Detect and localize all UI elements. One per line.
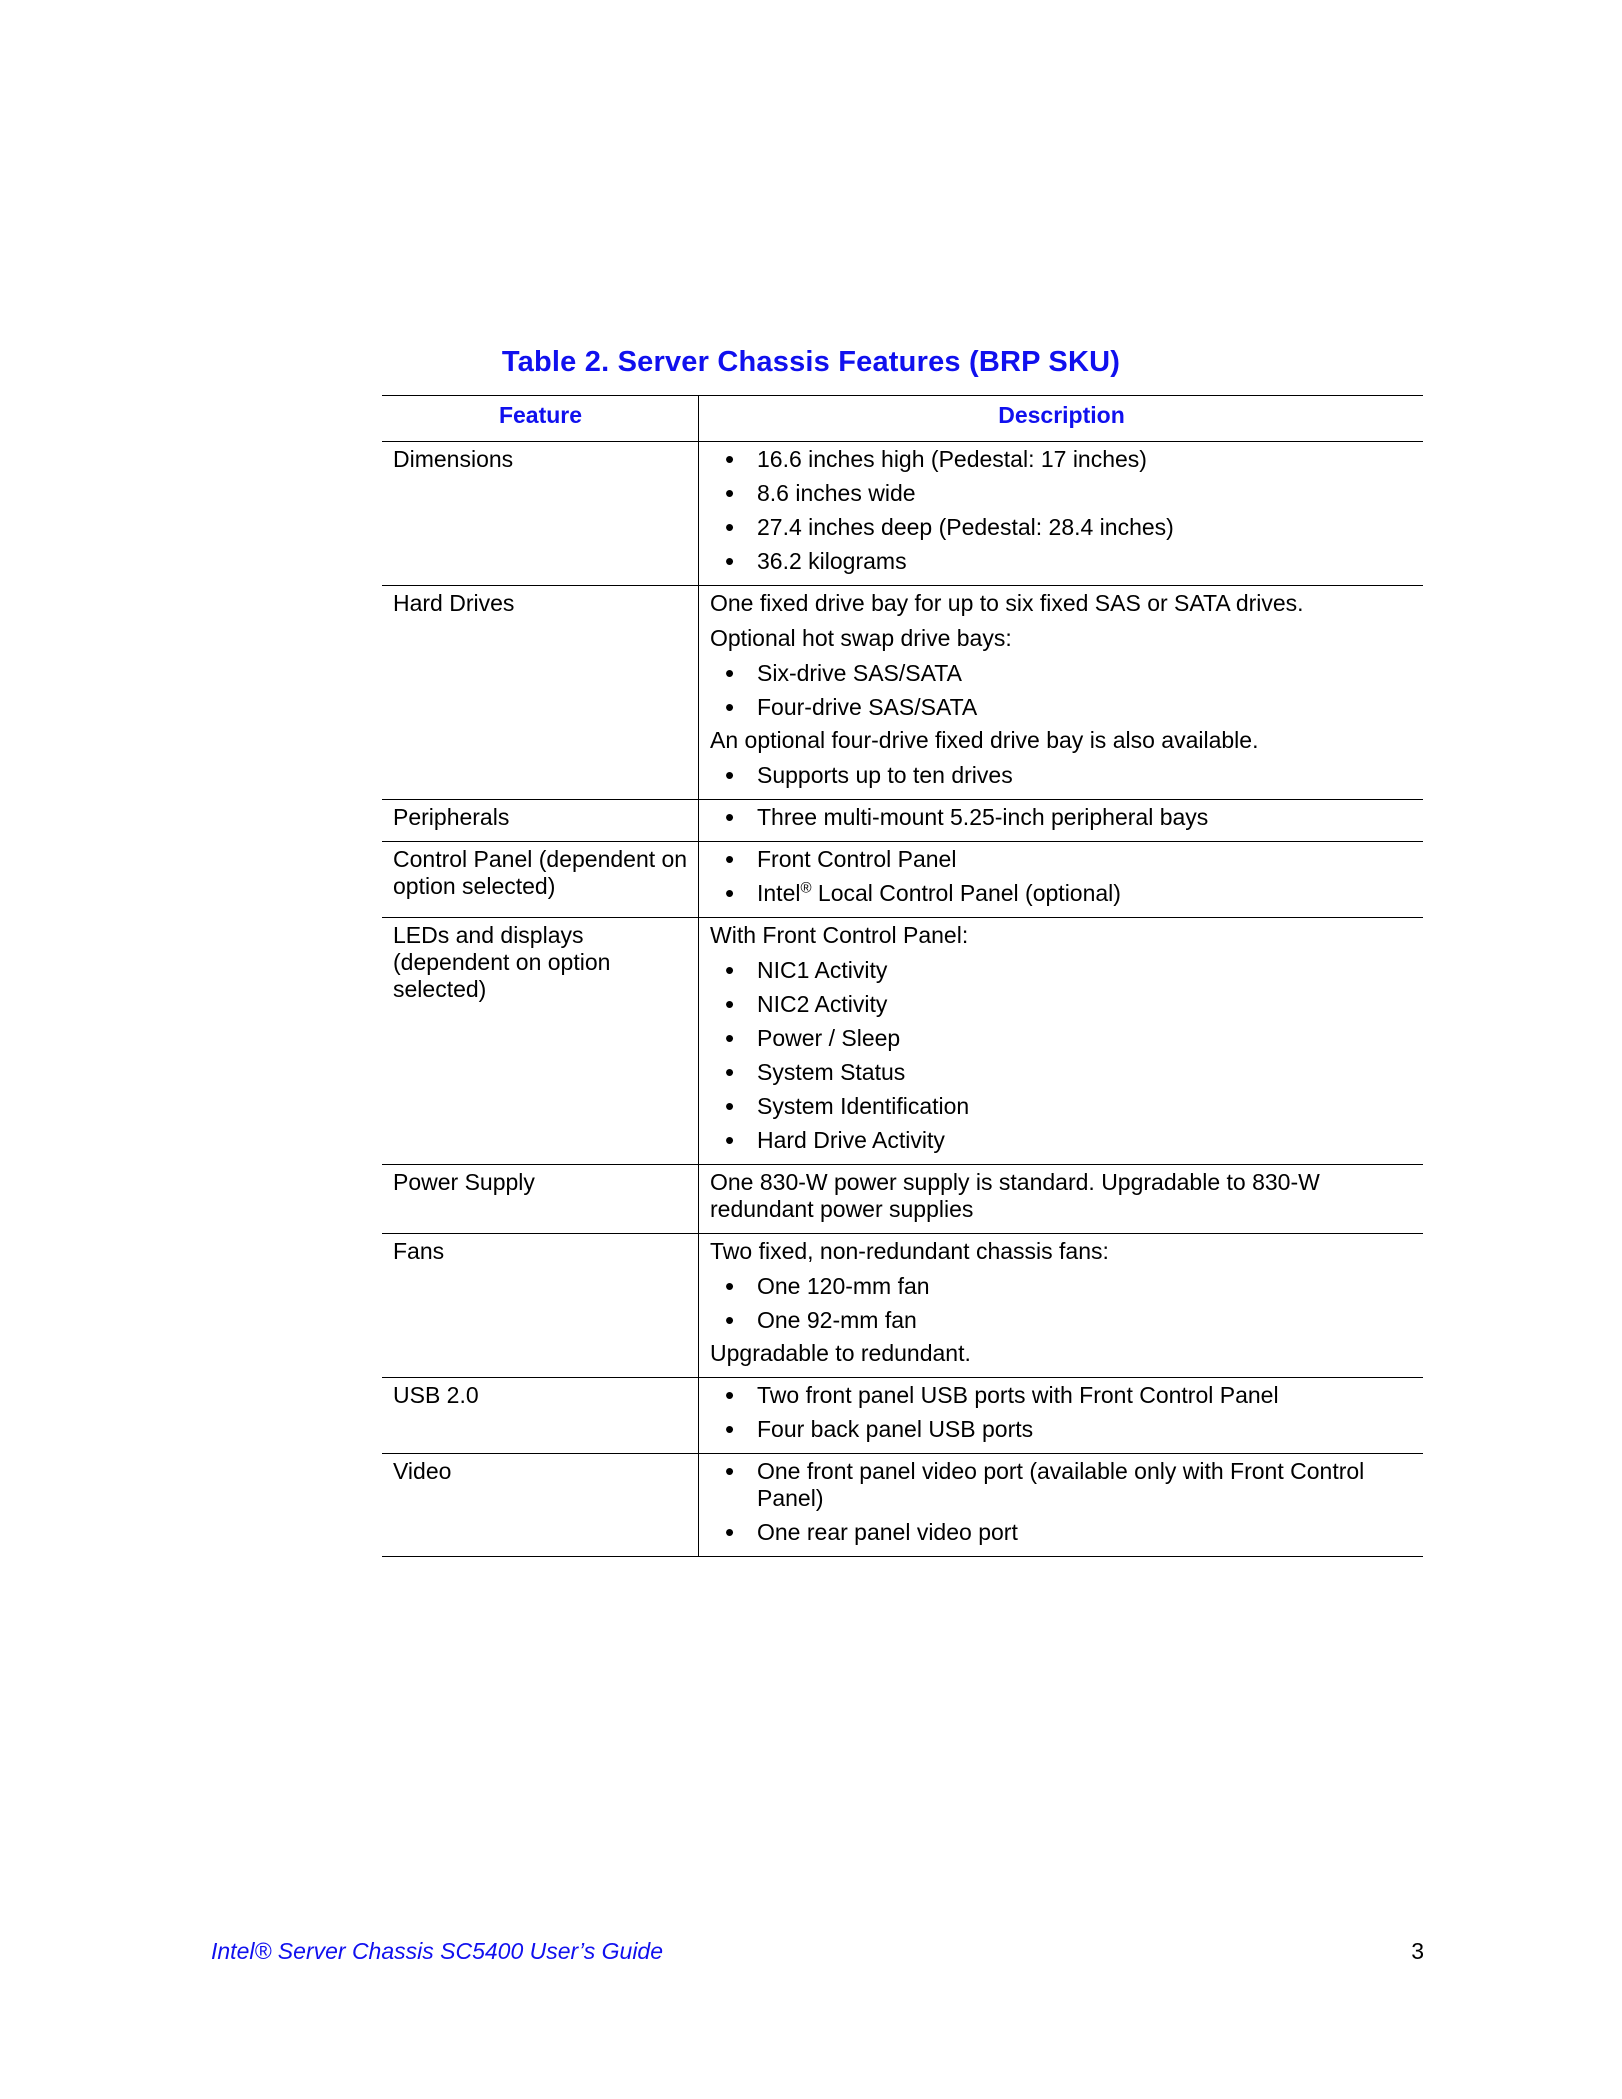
list-item	[710, 1307, 1413, 1334]
list-item	[710, 694, 1413, 721]
header-description: Description	[998, 402, 1125, 428]
description-text: Upgradable to redundant.	[710, 1340, 971, 1366]
list-item	[710, 660, 1413, 687]
list-item-text: Power / Sleep	[757, 1025, 901, 1051]
bullet-icon: •	[725, 1414, 735, 1444]
list-item	[710, 762, 1413, 789]
list-item	[710, 957, 1413, 984]
list-item	[710, 1093, 1413, 1120]
table-row	[382, 799, 1423, 841]
list-item	[710, 1382, 1413, 1409]
list-item-text: Four back panel USB ports	[757, 1416, 1034, 1442]
description-cell	[699, 800, 1423, 841]
bullet-icon: •	[725, 1517, 735, 1547]
list-item-text: Supports up to ten drives	[757, 762, 1013, 788]
list-item-text: 16.6 inches high (Pedestal: 17 inches)	[757, 446, 1147, 472]
table-row	[382, 1377, 1423, 1453]
bullet-list	[710, 660, 1413, 721]
features-table	[382, 395, 1423, 1557]
list-item	[710, 846, 1413, 873]
table-row	[382, 585, 1423, 799]
bullet-icon: •	[725, 658, 735, 688]
bullet-icon: •	[725, 1057, 735, 1087]
header-feature: Feature	[382, 396, 699, 441]
bullet-icon: •	[725, 1091, 735, 1121]
table-header-row	[382, 395, 1423, 441]
bullet-icon: •	[725, 878, 735, 908]
description-cell	[699, 1454, 1423, 1556]
bullet-icon: •	[725, 1305, 735, 1335]
table-row	[382, 1233, 1423, 1377]
description-text: One 830-W power supply is standard. Upgradable to 830-W redundant power supplies	[710, 1169, 1320, 1222]
bullet-icon: •	[725, 444, 735, 474]
description-cell	[699, 1378, 1423, 1453]
list-item-text: 36.2 kilograms	[757, 548, 907, 574]
list-item-text: NIC1 Activity	[757, 957, 888, 983]
bullet-icon: •	[725, 989, 735, 1019]
bullet-icon: •	[725, 546, 735, 576]
list-item-text: Hard Drive Activity	[757, 1127, 945, 1153]
description-cell	[699, 842, 1423, 917]
description-text: Optional hot swap drive bays:	[710, 625, 1012, 651]
feature-cell: Power Supply	[382, 1165, 699, 1233]
bullet-icon: •	[725, 1023, 735, 1053]
feature-cell: Video	[382, 1454, 699, 1556]
bullet-icon: •	[725, 478, 735, 508]
feature-cell: Control Panel (dependent on option selected)	[382, 842, 699, 917]
description-text: Two fixed, non-redundant chassis fans:	[710, 1238, 1109, 1264]
feature-cell: Fans	[382, 1234, 699, 1377]
list-item-text: Front Control Panel	[757, 846, 957, 872]
bullet-icon: •	[725, 955, 735, 985]
list-item	[710, 1273, 1413, 1300]
bullet-list	[710, 446, 1413, 575]
list-item-text: 8.6 inches wide	[757, 480, 916, 506]
bullet-icon: •	[725, 512, 735, 542]
list-item	[710, 480, 1413, 507]
bullet-icon: •	[725, 760, 735, 790]
description-cell	[699, 586, 1423, 799]
list-item	[710, 1025, 1413, 1052]
description-cell	[699, 1234, 1423, 1377]
page-number: 3	[1411, 1938, 1424, 1964]
list-item	[710, 804, 1413, 831]
list-item-text: Three multi-mount 5.25-inch peripheral bays	[757, 804, 1209, 830]
list-item	[710, 1059, 1413, 1086]
list-item-text: NIC2 Activity	[757, 991, 888, 1017]
description-text: An optional four-drive fixed drive bay is also available.	[710, 727, 1259, 753]
bullet-list	[710, 957, 1413, 1154]
list-item-text: One rear panel video port	[757, 1519, 1018, 1545]
list-item-text: One front panel video port (available only with Front Control Panel)	[757, 1458, 1365, 1511]
bullet-list	[710, 846, 1413, 907]
bullet-icon: •	[725, 1456, 735, 1486]
footer-title: Intel® Server Chassis SC5400 User’s Guide	[211, 1938, 664, 1964]
table-row	[382, 1164, 1423, 1233]
table-row	[382, 441, 1423, 585]
list-item	[710, 1458, 1413, 1512]
list-item	[710, 991, 1413, 1018]
list-item-text: 27.4 inches deep (Pedestal: 28.4 inches)	[757, 514, 1174, 540]
bullet-list	[710, 804, 1413, 831]
list-item	[710, 880, 1413, 907]
list-item-text: Two front panel USB ports with Front Control Panel	[757, 1382, 1279, 1408]
feature-cell: LEDs and displays (dependent on option selected)	[382, 918, 699, 1164]
bullet-icon: •	[725, 692, 735, 722]
list-item-text: Intel® Local Control Panel (optional)	[757, 879, 1121, 906]
table-title: Table 2. Server Chassis Features (BRP SKU)	[501, 346, 1121, 378]
description-cell	[699, 442, 1423, 585]
bullet-icon: •	[725, 1380, 735, 1410]
description-text: With Front Control Panel:	[710, 922, 969, 948]
feature-cell: USB 2.0	[382, 1378, 699, 1453]
list-item-text: One 92-mm fan	[757, 1307, 917, 1333]
feature-cell: Hard Drives	[382, 586, 699, 799]
list-item	[710, 514, 1413, 541]
list-item-text: System Status	[757, 1059, 906, 1085]
bullet-icon: •	[725, 802, 735, 832]
bullet-icon: •	[725, 1271, 735, 1301]
list-item	[710, 1519, 1413, 1546]
list-item	[710, 1127, 1413, 1154]
table-row	[382, 917, 1423, 1164]
bullet-icon: •	[725, 1125, 735, 1155]
list-item-text: Six-drive SAS/SATA	[757, 660, 962, 686]
bullet-list	[710, 1382, 1413, 1443]
table-row	[382, 1453, 1423, 1557]
bullet-list	[710, 762, 1413, 789]
list-item-text: One 120-mm fan	[757, 1273, 930, 1299]
bullet-list	[710, 1273, 1413, 1334]
list-item	[710, 446, 1413, 473]
list-item	[710, 1416, 1413, 1443]
bullet-icon: •	[725, 844, 735, 874]
description-text: One fixed drive bay for up to six fixed SAS or SATA drives.	[710, 590, 1304, 616]
feature-cell: Dimensions	[382, 442, 699, 585]
feature-cell: Peripherals	[382, 800, 699, 841]
list-item-text: System Identification	[757, 1093, 970, 1119]
bullet-list	[710, 1458, 1413, 1546]
table-row	[382, 841, 1423, 917]
description-cell	[699, 918, 1423, 1164]
description-cell	[699, 1165, 1423, 1233]
list-item-text: Four-drive SAS/SATA	[757, 694, 978, 720]
list-item	[710, 548, 1413, 575]
